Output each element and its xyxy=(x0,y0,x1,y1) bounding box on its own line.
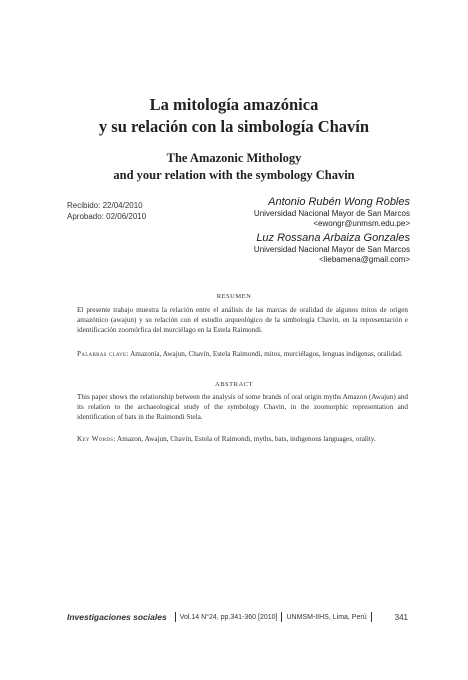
footer-divider xyxy=(175,612,176,622)
resumen-text: El presente trabajo muestra la relación entre el análisis de las marcas de oralidad de algunos mitos de origen amazónico (awajun) y su relación con el estudio arqueológico de la simbología Chavín, en la representación e identificación zoomórfica del murciélago en la Estela Raimondi. xyxy=(77,306,408,334)
abstract-text: This paper shows the relationship between the analysis of some brands of oral origin myths Amazon (Awajun) and its relation to the archaeological study of the symbology Chavin, in the zoomorphic representation and identification of bats in the Raimondi Stela. xyxy=(77,393,408,421)
author-block xyxy=(210,196,410,229)
author-list xyxy=(210,196,410,268)
abstract-heading: ABSTRACT xyxy=(215,381,253,388)
resumen-keywords xyxy=(77,349,408,359)
received-date: Recibido: 22/04/2010 xyxy=(67,201,143,210)
title-line-2: y su relación con la simbología Chavín xyxy=(98,117,370,136)
approved-date: Aprobado: 02/06/2010 xyxy=(67,212,147,221)
article-subtitle xyxy=(40,150,428,184)
keywords-label: Palabras clave: xyxy=(77,350,129,358)
title-line-1: La mitología amazónica xyxy=(149,95,319,114)
article-title xyxy=(40,94,428,138)
author-affiliation: Universidad Nacional Mayor de San Marcos xyxy=(253,245,410,254)
author-name: Luz Rossana Arbaiza Gonzales xyxy=(256,232,410,244)
journal-name: Investigaciones sociales xyxy=(67,612,167,622)
author-email[interactable]: <liebamena@gmail.com> xyxy=(319,255,410,264)
keywords-text: Amazonía, Awajun, Chavín, Estela Raimondi, mitos, murciélagos, lenguas indígenas, oralidad. xyxy=(130,350,403,358)
abstract-keywords xyxy=(77,434,408,444)
footer-divider xyxy=(371,612,372,622)
subtitle-line-2: and your relation with the symbology Chavin xyxy=(113,168,355,182)
author-email[interactable]: <ewongr@unmsm.edu.pe> xyxy=(313,219,410,228)
page-footer xyxy=(67,610,408,624)
keywords-label: Key Words: xyxy=(77,435,116,443)
footer-divider xyxy=(281,612,282,622)
journal-volume: Vol.14 N°24, pp.341-360 [2010] xyxy=(179,613,278,621)
author-block xyxy=(210,232,410,265)
subtitle-line-1: The Amazonic Mithology xyxy=(166,151,302,165)
journal-publisher: UNMSM-IIHS, Lima, Perú xyxy=(286,613,367,621)
keywords-text: Amazon, Awajun, Chavin, Estela of Raimondi, myths, bats, indigenous languages, orality. xyxy=(117,435,376,443)
resumen-heading: RESUMEN xyxy=(216,293,252,300)
page-number: 341 xyxy=(394,612,408,622)
author-affiliation: Universidad Nacional Mayor de San Marcos xyxy=(253,209,410,218)
author-name: Antonio Rubén Wong Robles xyxy=(268,196,410,208)
submission-dates xyxy=(67,200,146,222)
